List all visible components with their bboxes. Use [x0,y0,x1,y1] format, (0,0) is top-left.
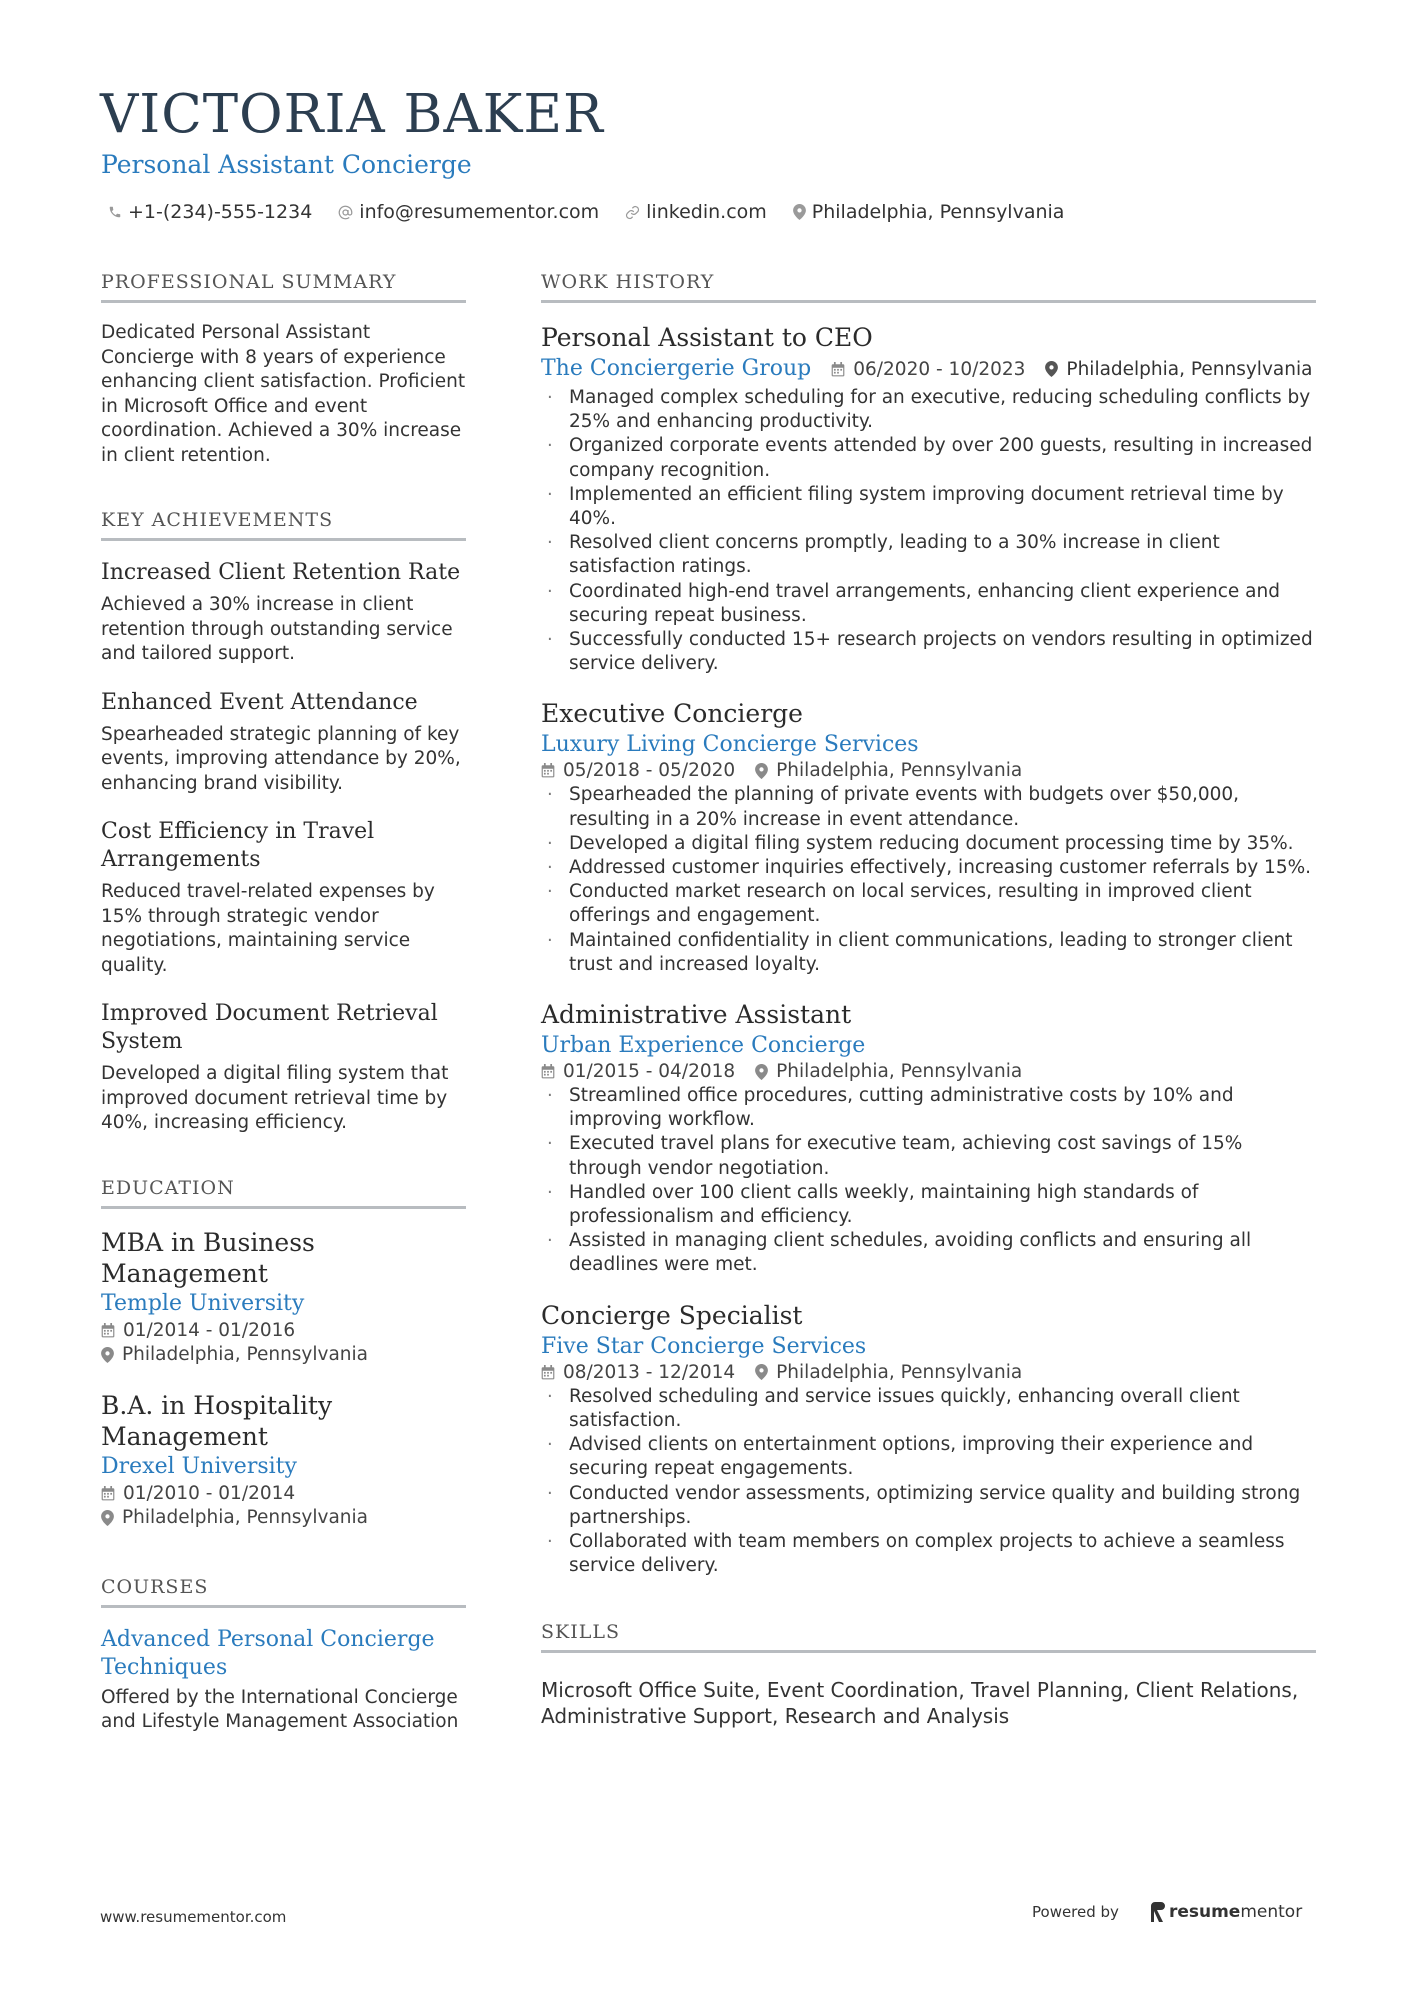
achievement-item [101,818,466,978]
achievement-title: Enhanced Event Attendance [101,689,418,715]
bullet-item: · Conducted vendor assessments, optimizing service quality and building strong partnerships. [541,1482,1316,1530]
bullet-item: · Maintained confidentiality in client communications, leading to stronger client trust and increased loyalty. [541,929,1316,977]
location-text: Philadelphia, Pennsylvania [776,1361,1023,1383]
calendar-icon [101,1323,115,1338]
achievement-title: Improved Document Retrieval System [101,1001,438,1054]
achievement-text: Spearheaded strategic planning of key events, improving attendance by 20%, enhancing brand visibility. [101,723,461,794]
job-title: Concierge Specialist [541,1300,803,1330]
bullet-item: · Implemented an efficient filing system improving document retrieval time by 40%. [541,483,1316,531]
job-bullets [541,1084,1316,1278]
job-title: Executive Concierge [541,699,803,729]
achievement-item [101,559,466,667]
bullet-item: · Handled over 100 client calls weekly, maintaining high standards of professionalism and efficiency. [541,1181,1316,1229]
location-text: Philadelphia, Pennsylvania [122,1344,369,1365]
calendar-icon [101,1486,115,1501]
courses-section [101,1573,466,1735]
location-pin-icon [101,1510,114,1526]
brand-bold: resume [1168,1902,1241,1922]
location-text: Philadelphia, Pennsylvania [1066,358,1313,380]
location-pin-icon [755,1064,768,1080]
resumementor-logo-icon [1149,1902,1165,1922]
company-name: Urban Experience Concierge [541,1033,866,1059]
education-item [101,1390,466,1531]
bullet-item: · Collaborated with team members on complex projects to achieve a seamless service delivery. [541,1530,1316,1578]
brand-rest: mentor [1240,1902,1303,1922]
location-pin-icon [755,1364,768,1380]
job-title: Administrative Assistant [541,1000,852,1030]
education-item [101,1227,466,1368]
skills-heading: SKILLS [541,1618,1316,1653]
email-text: info@resumementor.com [359,201,600,223]
phone-text: +1-(234)-555-1234 [128,201,313,223]
education-location [101,1343,466,1368]
location-pin-icon [793,204,806,220]
skills-text: Microsoft Office Suite, Event Coordination, Travel Planning, Client Relations, Administrative Support, Research and Analysis [541,1678,1299,1729]
bullet-item: · Resolved scheduling and service issues quickly, enhancing overall client satisfaction. [541,1385,1316,1433]
course-title: Advanced Personal Concierge Techniques [101,1626,435,1680]
summary-text: Dedicated Personal Assistant Concierge with 8 years of experience enhancing client satisfaction. Proficient in Microsoft Office and event coordination. Achieved a 30% increase in client retention. [101,322,466,466]
education-dates [101,1482,466,1507]
phone-icon [108,205,122,219]
job-location [755,760,1022,781]
job-title: Personal Assistant to CEO [541,323,873,352]
bullet-item: · Resolved client concerns promptly, leading to a 30% increase in client satisfaction ratings. [541,531,1316,579]
candidate-name: VICTORIA BAKER [100,84,604,145]
degree-title: B.A. in Hospitality Management [101,1390,333,1451]
summary-section [101,268,466,468]
education-heading: EDUCATION [101,1174,466,1209]
achievements-section [101,506,466,1136]
education-dates [101,1319,466,1344]
dates-text: 01/2010 - 01/2014 [123,1482,296,1504]
powered-by-text: Powered by [1032,1903,1119,1921]
achievement-text: Achieved a 30% increase in client retention through outstanding service and tailored support. [101,594,453,664]
courses-heading: COURSES [101,1573,466,1608]
calendar-icon [541,1064,555,1079]
contact-phone [108,198,312,226]
location-text: Philadelphia, Pennsylvania [776,1061,1023,1083]
contact-linkedin[interactable] [625,198,767,226]
job-bullets [541,386,1316,676]
bullet-item: · Managed complex scheduling for an executive, reducing scheduling conflicts by 25% and enhancing productivity. [541,386,1316,434]
job-bullets [541,1385,1316,1579]
dates-text: 06/2020 - 10/2023 [853,358,1026,380]
job-dates [541,1061,735,1082]
bullet-item: · Coordinated high-end travel arrangements, enhancing client experience and securing repeat business. [541,580,1316,628]
achievement-item [101,689,466,797]
job-location [755,1362,1022,1383]
linkedin-text: linkedin.com [646,201,767,223]
school-name: Drexel University [101,1453,297,1479]
job-dates [831,359,1025,380]
calendar-icon [831,362,845,377]
bullet-item: · Advised clients on entertainment options, improving their experience and securing repeat engagements. [541,1433,1316,1481]
footer-website[interactable]: www.resumementor.com [100,1908,287,1926]
dates-text: 05/2018 - 05/2020 [563,760,736,782]
bullet-item: · Executed travel plans for executive team, achieving cost savings of 15% through vendor negotiation. [541,1132,1316,1180]
right-column [541,268,1316,1729]
contact-bar [108,198,1064,226]
bullet-item: · Organized corporate events attended by over 200 guests, resulting in increased company recognition. [541,434,1316,482]
company-name: Five Star Concierge Services [541,1333,867,1359]
location-text: Philadelphia, Pennsylvania [122,1507,369,1528]
company-name: Luxury Living Concierge Services [541,732,919,758]
location-text: Philadelphia, Pennsylvania [811,201,1065,223]
summary-heading: PROFESSIONAL SUMMARY [101,268,466,303]
candidate-title: Personal Assistant Concierge [101,150,472,179]
dates-text: 01/2014 - 01/2016 [123,1319,296,1341]
bullet-item: · Spearheaded the planning of private events with budgets over $50,000, resulting in a 20% increase in event attendance. [541,783,1316,831]
job-meta [541,760,1316,781]
achievement-text: Developed a digital filing system that improved document retrieval time by 40%, increasing efficiency. [101,1063,449,1133]
contact-location [793,198,1065,226]
bullet-item: · Assisted in managing client schedules, avoiding conflicts and ensuring all deadlines were met. [541,1229,1316,1277]
left-column [101,268,466,1735]
location-pin-icon [755,763,768,779]
bullet-item: · Conducted market research on local services, resulting in improved client offerings and engagement. [541,880,1316,928]
location-pin-icon [1045,361,1058,377]
education-section [101,1174,466,1531]
link-icon [625,205,640,220]
footer-branding [1032,1902,1302,1922]
course-item [101,1626,466,1735]
school-name: Temple University [101,1290,305,1316]
course-text: Offered by the International Concierge and Lifestyle Management Association [101,1686,459,1732]
job-entry [541,1299,1316,1579]
achievement-title: Increased Client Retention Rate [101,560,461,585]
achievements-heading: KEY ACHIEVEMENTS [101,506,466,541]
bullet-item: · Addressed customer inquiries effectively, increasing customer referrals by 15%. [541,856,1316,880]
calendar-icon [541,763,555,778]
job-entry [541,998,1316,1278]
job-location [755,1061,1022,1082]
at-sign-icon [338,205,353,220]
location-pin-icon [101,1347,114,1363]
location-text: Philadelphia, Pennsylvania [776,760,1023,782]
company-name: The Conciergerie Group [541,356,812,381]
bullet-item: · Developed a digital filing system reducing document processing time by 35%. [541,832,1316,856]
achievement-item [101,1000,466,1136]
bullet-item: · Successfully conducted 15+ research projects on vendors resulting in optimized service delivery. [541,628,1316,676]
degree-title: MBA in Business Management [101,1227,315,1288]
contact-email[interactable] [338,198,599,226]
achievement-title: Cost Efficiency in Travel Arrangements [101,819,375,872]
job-meta [541,1061,1316,1082]
job-entry [541,697,1316,977]
job-bullets [541,783,1316,977]
dates-text: 01/2015 - 04/2018 [563,1061,736,1083]
skills-section [541,1618,1316,1729]
job-meta [541,1362,1316,1383]
achievement-text: Reduced travel-related expenses by 15% through strategic vendor negotiations, maintaining service quality. [101,881,435,976]
brand-logo[interactable] [1149,1902,1302,1922]
job-dates [541,1362,735,1383]
work-heading: WORK HISTORY [541,268,1316,303]
job-location [1045,359,1312,380]
education-location [101,1506,466,1531]
calendar-icon [541,1365,555,1380]
bullet-item: · Streamlined office procedures, cutting administrative costs by 10% and improving workflow. [541,1084,1316,1132]
dates-text: 08/2013 - 12/2014 [563,1361,736,1383]
job-meta [541,354,1316,384]
job-dates [541,760,735,781]
job-entry [541,321,1316,676]
